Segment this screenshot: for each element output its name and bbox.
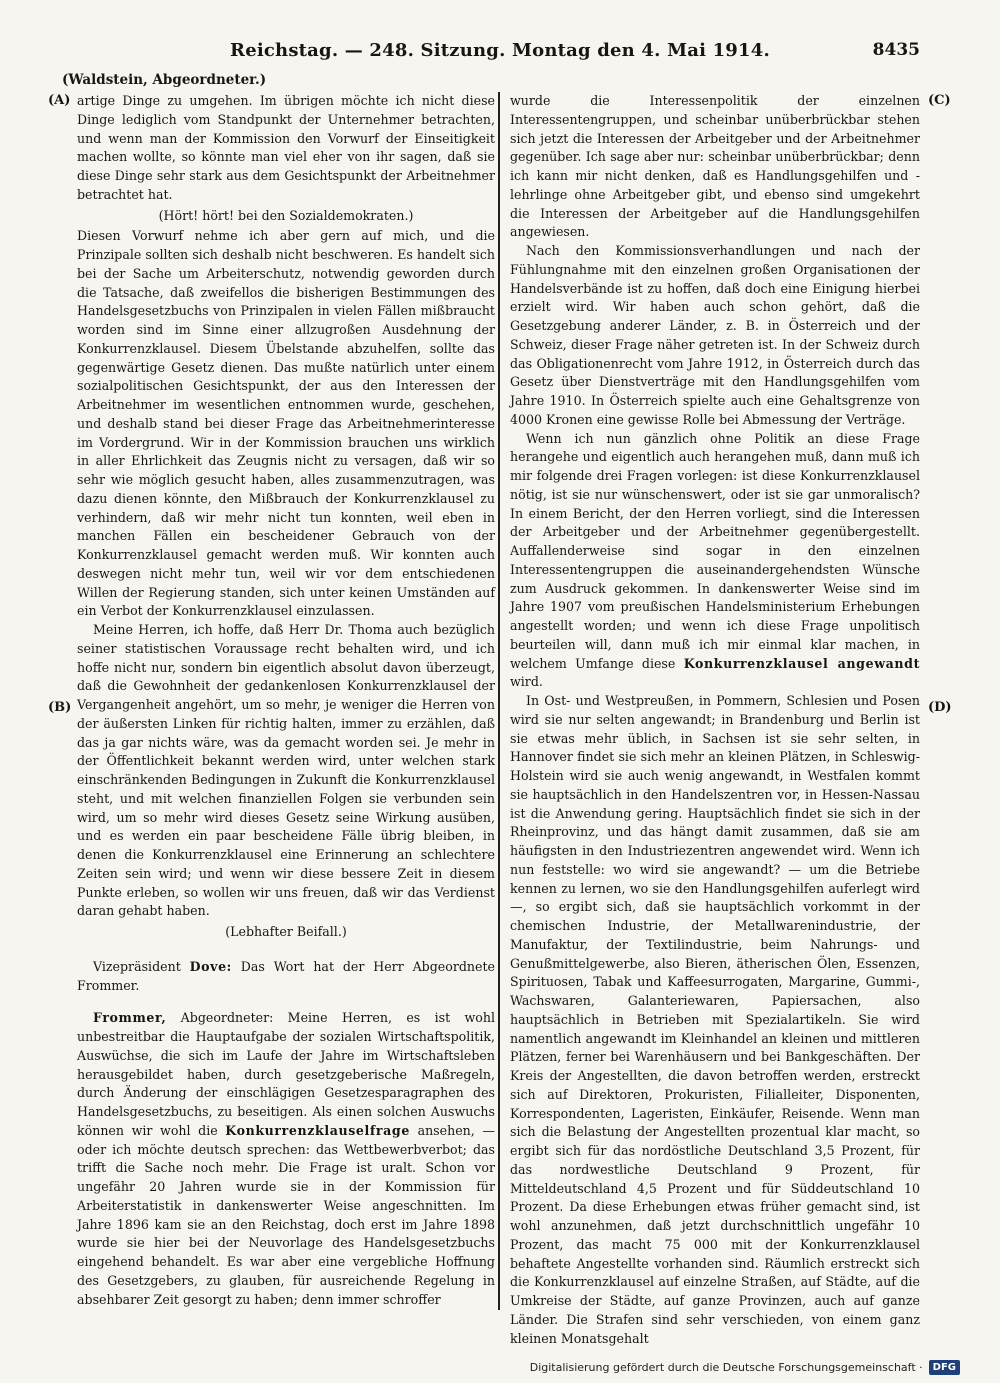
margin-marker-c: (C) <box>928 93 951 108</box>
paragraph: Diesen Vorwurf nehme ich aber gern auf mich, und die Prinzipale sollten sich deshalb nicht beschweren. Es handelt sich bei der Sache um Arbeiterschutz, notwendig geworden durch die Tatsache, daß zweifellos die bisherigen Bestimmungen des Handelsgesetzbuchs von Prinzipalen in vielen Fällen mißbraucht worden sind im Sinne einer allzugroßen Ausdehnung der Konkurrenzklausel. Diesem Übelstande abzuhelfen, sollte das gegenwärtige Gesetz dienen. Das mußte natürlich unter einem sozialpolitischen Gesichtspunkt, der aus den Interessen der Arbeitnehmer im wesentlichen entnommen wurde, geschehen, und deshalb stand bei dieser Frage das Arbeitnehmerinteresse im Vordergrund. Wir in der Kommission brauchen uns wirklich in aller Ehrlichkeit das Zeugnis nicht zu versagen, daß wir so sehr wie möglich gesucht haben, alles zusammenzutragen, was dazu dienen könnte, den Mißbrauch der Konkurrenzklausel zu verhindern, daß wir mehr nicht tun konnten, weil eben in manchen Fällen ein bescheidener Gebrauch von der Konkurrenzklausel gemacht werden muß. Wir konnten auch deswegen nicht mehr tun, weil wir vor dem entschiedenen Willen der Regierung standen, sich unter keinen Umständen auf ein Verbot der Konkurrenzklausel einzulassen. <box>77 228 495 619</box>
emphasized-term: Konkurrenzklauselfrage <box>225 1122 410 1138</box>
chair-title: Vizepräsident <box>93 958 181 974</box>
interjection: (Lebhafter Beifall.) <box>225 924 347 939</box>
paragraph: artige Dinge zu umgehen. Im übrigen möchte ich nicht diese Dinge lediglich vom Standpunkt der Unternehmer betrachten, und wenn man der Kommission den Vorwurf der Einseitigkeit machen wollte, so könnte man viel eher von ihr sagen, daß sie diese Dinge sehr stark aus dem Gesichtspunkt der Arbeitnehmer betrachtet hat. <box>77 93 495 202</box>
paragraph: Wenn ich nun gänzlich ohne Politik an diese Frage herangehe und eigentlich auch herangehen muß, dann muß ich mir folgende drei Fragen vorlegen: ist diese Konkurrenzklausel nötig, ist sie nur wünschenswert, oder ist sie gar unmoralisch? In einem Bericht, der den Herren vorliegt, sind die Interessen der Arbeitgeber und der Arbeitnehmer gegenübergestellt. Auffallenderweise sind sogar in den einzelnen Interessentengruppen die auseinandergehendsten Wünsche zum Ausdruck gekommen. In dankenswerter Weise sind im Jahre 1907 vom preußischen Handelsministerium Erhebungen angestellt worden; und wenn ich diese Frage unpolitisch beurteilen will, dann muß ich mir einmal klar machen, in welchem Umfange diese Konkurrenzklausel angewandt wird. <box>510 430 920 690</box>
left-column <box>77 92 495 1312</box>
chair-text: Das Wort hat der Herr Abgeordnete Frommer. <box>77 958 495 993</box>
speaker-name: Frommer, <box>93 1010 167 1026</box>
right-column <box>510 92 920 1346</box>
speaker-continuation-note: (Waldstein, Abgeordneter.) <box>62 72 267 88</box>
digitization-footer <box>530 1360 960 1375</box>
paragraph: Meine Herren, ich hoffe, daß Herr Dr. Thoma auch bezüglich seiner statistischen Voraussage recht behalten wird, und ich hoffe nicht nur, sondern bin eigentlich absolut davon überzeugt, daß die Gewohnheit der gedankenlosen Konkurrenzklausel der Vergangenheit angehört, um so mehr, je weniger die Herren von der äußersten Linken für richtig halten, immer zu erzählen, daß das ja gar nichts wäre, was da gemacht worden sei. Je mehr in der Öffentlichkeit bekannt werden wird, unter welchen stark einschränkenden Bedingungen in Zukunft die Konkurrenzklausel steht, und mit welchen finanziellen Folgen sie verbunden sein wird, um so mehr wird dieses Gesetz seine Wirkung ausüben, und es werden ein paar bescheidene Fälle übrig bleiben, in denen die Konkurrenzklausel eine Erinnerung an schlechtere Zeiten sein wird; und wenn wir diese bessere Zeit in diesem Punkte erleben, so wollen wir uns freuen, daß wir das Verdienst daran gehabt haben. <box>77 622 495 919</box>
chair-speaker: Dove: <box>189 958 232 974</box>
column-divider <box>498 92 500 1310</box>
paragraph: wurde die Interessenpolitik der einzelnen Interessentengruppen, und scheinbar unüberbrückbar stehen sich jetzt die Interessen der Arbeitgeber und der Arbeitnehmer gegenüber. Ich sage aber nur: scheinbar unüberbrückbar; denn ich kann mir nicht denken, daß es Handlungsgehilfen und -lehrlinge ohne Arbeitgeber gibt, und ebenso sind umgekehrt die Interessen der Arbeitgeber auf die Handlungsgehilfen angewiesen. <box>510 93 920 240</box>
page-number: 8435 <box>872 40 920 60</box>
margin-marker-b: (B) <box>48 700 72 715</box>
interjection: (Hört! hört! bei den Sozialdemokraten.) <box>158 207 414 223</box>
paragraph: In Ost- und Westpreußen, in Pommern, Schlesien und Posen wird sie nur selten angewandt; in Brandenburg und Berlin ist sie etwas mehr üblich, in Sachsen ist sie sehr selten, in Hannover findet sie sich mehr an kleinen Plätzen, in Schleswig-Holstein wird sie auch wenig angewandt, in Westfalen kommt sie hauptsächlich in den Handelszentren vor, in Hessen-Nassau ist die Anwendung gering. Hauptsächlich findet sie sich in der Rheinprovinz, und das hängt damit zusammen, daß sie am häufigsten in den Industriezentren angewendet wird. Wenn ich nun feststelle: wo wird sie angewandt? — um die Betriebe kennen zu lernen, wo sie den Handlungsgehilfen auferlegt wird —, so ergibt sich, daß sie hauptsächlich vorkommt in der chemischen Industrie, der Metallwarenindustrie, der Manufaktur, der Textilindustrie, beim Nahrungs- und Genußmittelgewerbe, also Bieren, ätherischen Ölen, Essenzen, Spirituosen, Tabak und Kaffeesurrogaten, Margarine, Gummi-, Wachswaren, Galanteriewaren, Papiersachen, also hauptsächlich in Betrieben mit Spezialartikeln. Sie wird namentlich angewandt im Kleinhandel an kleinen und mittleren Plätzen, ferner bei Warenhäusern und bei Bankgeschäften. Der Kreis der Angestellten, die davon betroffen werden, erstreckt sich auf Direktoren, Prokuristen, Filialleiter, Disponenten, Korrespondenten, Lageristen, Einkäufer, Reisende. Wenn man sich die Belastung der Angestellten prozentual klar macht, so ergibt sich für das nordöstliche Deutschland 3,5 Prozent, für das nordwestliche Deutschland 9 Prozent, für Mitteldeutschland 4,5 Prozent und für Süddeutschland 10 Prozent. Da diese Erhebungen etwas früher gemacht sind, ist wohl anzunehmen, daß jetzt durchschnittlich ungefähr 10 Prozent, das macht 75 000 mit der Konkurrenzklausel behaftete Angestellte vorhanden sind. Räumlich erstreckt sich die Konkurrenzklausel auf einzelne Straßen, auf Städte, auf die Umkreise der Städte, auf ganze Provinzen, auch auf ganze Länder. Die Strafen sind sehr verschieden, von einem ganz kleinen Monatsgehalt <box>510 693 920 1346</box>
chair-statement <box>77 958 495 996</box>
speech-paragraph: Frommer, Abgeordneter: Meine Herren, es ist wohl unbestreitbar die Hauptaufgabe der sozialen Wirtschaftspolitik, Auswüchse, die sich im Laufe der Jahre im Wirtschaftsleben herausgebildet haben, durch gesetzgeberische Maßregeln, durch Änderung der einschlägigen Gesetzesparagraphen des Handelsgesetzbuchs, zu beseitigen. Als einen solchen Auswuchs können wir wohl die Konkurrenzklauselfrage ansehen, — oder ich möchte deutsch sprechen: das Wettbewerbverbot; das trifft die Sache noch mehr. Die Frage ist uralt. Schon vor ungefähr 20 Jahren wurde sie in der Kommission für Arbeiterstatistik in dankenswerter Weise angeschnitten. Im Jahre 1896 kam sie an den Reichstag, doch erst im Jahre 1898 wurde sie hier bei der Neuvorlage des Handelsgesetzbuchs eingehend behandelt. Es war aber eine vergebliche Hoffnung des Gesetzgebers, zu glauben, für ausreichende Regelung in absehbarer Zeit gesorgt zu haben; denn immer schroffer <box>77 1010 495 1307</box>
dfg-logo: DFG <box>929 1360 960 1375</box>
margin-marker-d: (D) <box>928 700 952 715</box>
paragraph: Nach den Kommissionsverhandlungen und nach der Fühlungnahme mit den einzelnen großen Organisationen der Handelsverbände ist zu hoffen, daß doch eine Einigung hierbei erzielt wird. Wir haben auch schon gehört, daß die Gesetzgebung anderer Länder, z. B. in Österreich und der Schweiz, dieser Frage näher getreten ist. In der Schweiz durch das Obligationenrecht vom Jahre 1912, in Österreich durch das Gesetz über Dienstverträge mit den Handlungsgehilfen vom Jahre 1910. In Österreich spielte auch eine Gehaltsgrenze von 4000 Kronen eine gewisse Rolle bei Abmessung der Verträge. <box>510 243 920 427</box>
page-header <box>80 40 920 68</box>
running-title: Reichstag. — 248. Sitzung. Montag den 4. Mai 1914. <box>230 40 770 61</box>
footer-text: Digitalisierung gefördert durch die Deutsche Forschungsgemeinschaft · <box>529 1361 923 1374</box>
margin-marker-a: (A) <box>48 93 71 108</box>
emphasized-term: Konkurrenzklausel angewandt <box>683 655 920 671</box>
